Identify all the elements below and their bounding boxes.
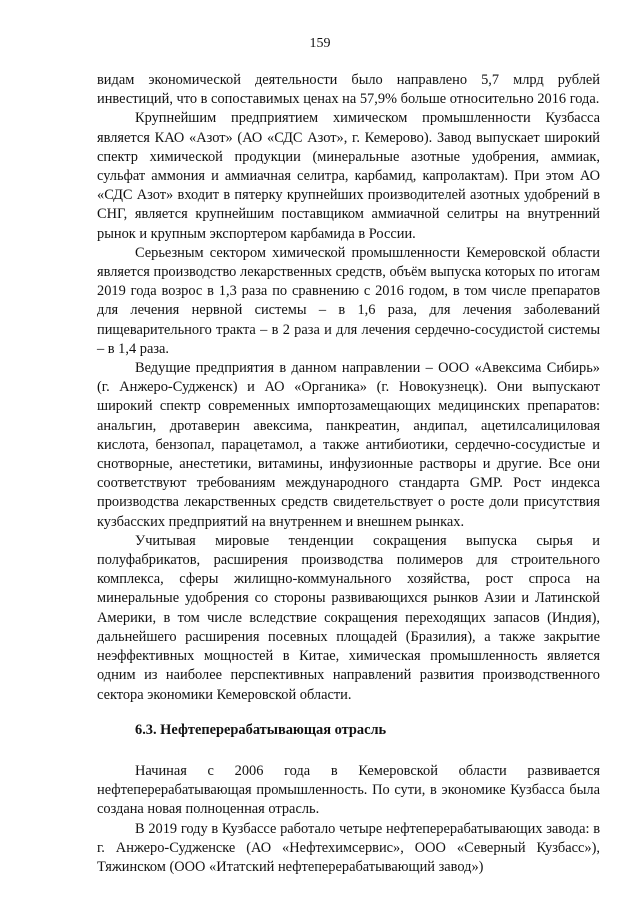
- page-body: [97, 71, 600, 877]
- paragraph-oil-refineries: В 2019 году в Кузбассе работало четыре нефтеперерабатывающих завода: в г. Анжеро-Судженске (АО «Нефтехимсервис», ООО «Северный Кузбасс»), Тяжинском (ООО «Итатский нефтеперерабатывающий завод»): [97, 820, 600, 875]
- paragraph-continuation: видам экономической деятельности было направлено 5,7 млрд рублей инвестиций, что в сопоставимых ценах на 57,9% больше относительно 2016 года.: [97, 72, 600, 108]
- paragraph-oil-refining-intro: Начиная с 2006 года в Кемеровской области развивается нефтеперерабатывающая промышленность. По сути, в экономике Кузбасса была создана новая полноценная отрасль.: [97, 762, 600, 818]
- paragraph-world-trends: Учитывая мировые тенденции сокращения выпуска сырья и полуфабрикатов, расширения производства полимеров для строительного комплекса, сферы жилищно-коммунального хозяйства, рост спроса на минеральные удобрения со стороны развивающихся рынков Азии и Латинской Америки, в том числе вследствие сокращения переходящих запасов (Индия), дальнейшего расширения посевных площадей (Бразилия), а также закрытие неэффективных мощностей в Китае, химическая промышленность является одним из наиболее перспективных направлений развития производственного сектора экономики Кемеровской области.: [97, 532, 600, 703]
- paragraph-kao-azot: Крупнейшим предприятием химическом промышленности Кузбасса является КАО «Азот» (АО «СДС Азот», г. Кемерово). Завод выпускает широкий спектр химической продукции (минеральные азотные удобрения, аммиак, сульфат аммония и аммиачная селитра, карбамид, капролактам). При этом АО «СДС Азот» входит в пятерку крупнейших производителей азотных удобрений в СНГ, является крупнейшим поставщиком аммиачной селитры на внутренний рынок и крупным экспортером карбамида в России.: [97, 110, 600, 242]
- paragraph-leading-enterprises: Ведущие предприятия в данном направлении – ООО «Авексима Сибирь» (г. Анжеро-Судженск) и АО «Органика» (г. Новокузнецк). Они выпускают широкий спектр современных импортозамещающих медицинских препаратов: анальгин, дротаверин авексима, панкреатин, андипал, ацетилсалициловая кислота, бензопал, парацетамол, а также антибиотики, сердечно-сосудистые и снотворные, анестетики, витамины, инфузионные растворы и другие. Все они соответствуют требованиям международного стандарта GMP. Рост индекса производства лекарственных средств свидетельствует о росте доли присутствия кузбасских предприятий на внутреннем и внешнем рынках.: [97, 360, 600, 530]
- page-number: 159: [309, 36, 331, 51]
- paragraph-pharmaceuticals: Серьезным сектором химической промышленности Кемеровской области является производство лекарственных средств, объём выпуска которых по итогам 2019 года возрос в 1,3 раза по сравнению с 2016 годом, в том числе препаратов для лечения нервной системы – в 1,6 раза, для лечения заболеваний пищеварительного тракта – в 2 раза и для лечения сердечно-сосудистой системы – в 1,4 раза.: [97, 244, 600, 357]
- section-heading: 6.3. Нефтеперерабатывающая отрасль: [135, 721, 387, 738]
